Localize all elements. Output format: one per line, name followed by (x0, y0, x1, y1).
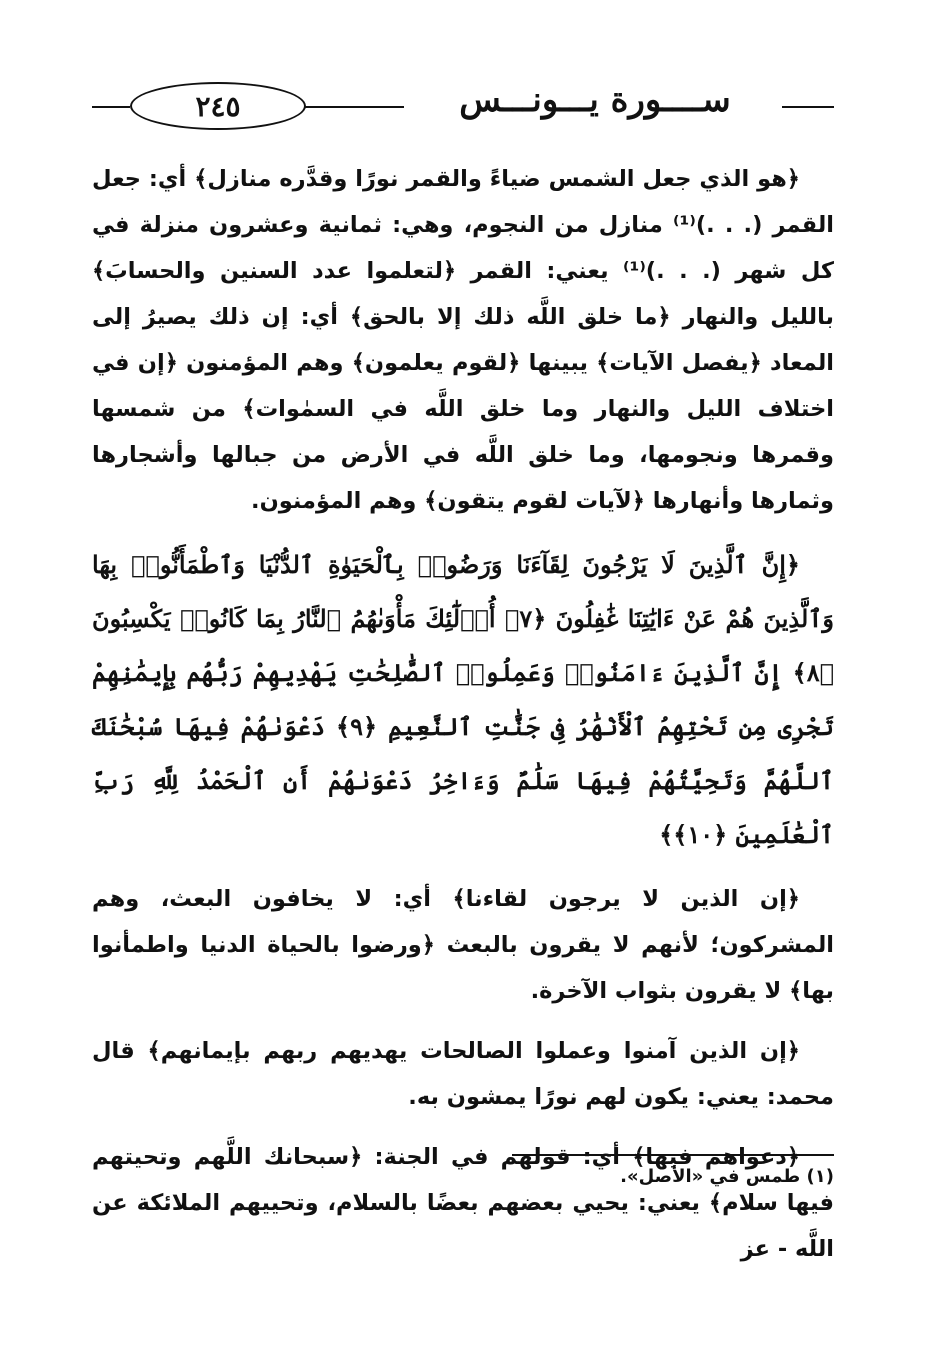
commentary-paragraph-2: ﴿إن الذين لا يرجون لقاءنا﴾ أي: لا يخافون البعث، وهم المشركون؛ لأنهم لا يقرون بالبعث ﴿ورضوا بالحياة الدنيا واطمأنوا بها﴾ لا يقرون بثواب الآخرة. (92, 886, 834, 1004)
header-rule-right (782, 106, 834, 108)
header-rule-middle (304, 106, 404, 108)
commentary-paragraph-1: ﴿هو الذي جعل الشمس ضياءً والقمر نورًا وقدَّره منازل﴾ أي: جعل القمر (. . .)⁽¹⁾ منازل من النجوم، وهي: ثمانية وعشرون منزلة في كل شهر (. . .)⁽¹⁾ يعني: القمر ﴿لتعلموا عدد السنين والحسابَ﴾ بالليل والنهار ﴿ما خلق اللَّه ذلك إلا بالحق﴾ أي: إن ذلك يصيرُ إلى المعاد ﴿يفصل الآيات﴾ يبينها ﴿لقوم يعلمون﴾ وهم المؤمنون ﴿إن في اختلاف الليل والنهار وما خلق اللَّه في السمٰوات﴾ من شمسها وقمرها ونجومها، وما خلق اللَّه في الأرض من جبالها وأشجارها وثمارها وأنهارها ﴿لآيات لقوم يتقون﴾ وهم المؤمنون. (92, 166, 835, 514)
quran-verses-block: ﴿إِنَّ ٱلَّذِينَ لَا يَرْجُونَ لِقَآءَنَا وَرَضُوا۟ بِٱلْحَيَوٰةِ ٱلدُّنْيَا وَٱطْمَأَنُّوا۟ بِهَا وَٱلَّذِينَ هُمْ عَنْ ءَايَٰتِنَا غَٰفِلُونَ ﴿٧﴾ أُو۟لَٰٓئِكَ مَأْوَىٰهُمُ ٱلنَّارُ بِمَا كَانُوا۟ يَكْسِبُونَ ﴿٨﴾ إِنَّ ٱلَّذِينَ ءَامَنُوا۟ وَعَمِلُوا۟ ٱلصَّٰلِحَٰتِ يَهْدِيهِمْ رَبُّهُم بِإِيمَٰنِهِمْ تَجْرِى مِن تَحْتِهِمُ ٱلْأَنْهَٰرُ فِى جَنَّٰتِ ٱلنَّعِيمِ ﴿٩﴾ دَعْوَىٰهُمْ فِيهَا سُبْحَٰنَكَ ٱللَّهُمَّ وَتَحِيَّتُهُمْ فِيهَا سَلَٰمٌ وَءَاخِرُ دَعْوَىٰهُمْ أَنِ ٱلْحَمْدُ لِلَّهِ رَبِّ ٱلْعَٰلَمِينَ ﴿١٠﴾﴾ (92, 550, 834, 849)
commentary-paragraph-3: ﴿إن الذين آمنوا وعملوا الصالحات يهديهم ربهم بإيمانهم﴾ قال محمد: يعني: يكون لهم نورًا يمشون به. (92, 1038, 834, 1110)
page-header (92, 76, 834, 136)
page-body (92, 156, 834, 1272)
footnote-separator (512, 1154, 834, 1156)
page-number: ٢٤٥ (130, 82, 306, 130)
header-rule-left (92, 106, 130, 108)
footnote: (١) طمس في «الأصل». (620, 1166, 834, 1187)
commentary-paragraph-4: ﴿دعواهم فيها﴾ أي: قولهم في الجنة: ﴿سبحانك اللَّهم وتحيتهم فيها سلام﴾ يعني: يحيي بعضهم بعضًا بالسلام، وتحييهم الملائكة عن اللَّه - عز (92, 1144, 834, 1262)
surah-title: ســــورة يـــونـــس (459, 80, 731, 120)
